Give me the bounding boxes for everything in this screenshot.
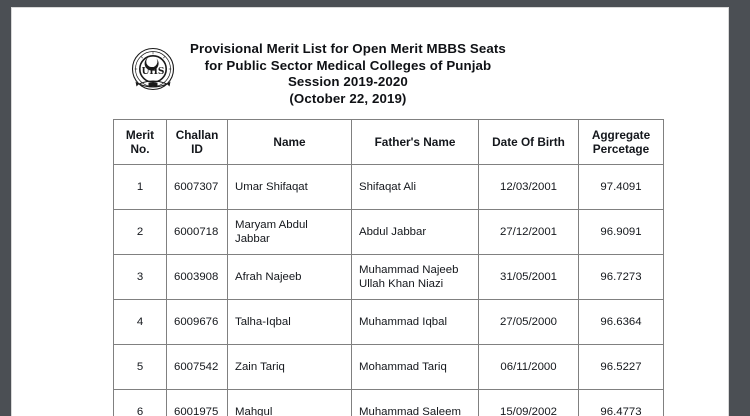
cell-merit-no: 2 bbox=[114, 210, 167, 255]
cell-merit-no: 5 bbox=[114, 345, 167, 390]
title-line-3: Session 2019-2020 bbox=[287, 74, 408, 89]
cell-challan-id: 6003908 bbox=[167, 255, 228, 300]
cell-aggregate-percentage: 96.9091 bbox=[579, 210, 664, 255]
svg-text:UHS: UHS bbox=[141, 67, 165, 77]
cell-fathers-name: Abdul Jabbar bbox=[352, 210, 479, 255]
cell-name: Talha-Iqbal bbox=[228, 300, 352, 345]
column-header-challan-id: Challan ID bbox=[167, 120, 228, 165]
cell-name: Maryam Abdul Jabbar bbox=[228, 210, 352, 255]
title-line-1: Provisional Merit List for Open Merit MBBS Seats bbox=[190, 41, 506, 56]
table-row bbox=[114, 390, 664, 416]
cell-challan-id: 6009676 bbox=[167, 300, 228, 345]
title-line-4: (October 22, 2019) bbox=[289, 90, 407, 106]
cell-name: Zain Tariq bbox=[228, 345, 352, 390]
column-header-name: Name bbox=[228, 120, 352, 165]
table-row bbox=[114, 255, 664, 300]
merit-table-body bbox=[114, 165, 664, 416]
merit-table bbox=[113, 119, 664, 416]
cell-date-of-birth: 12/03/2001 bbox=[479, 165, 579, 210]
cell-aggregate-percentage: 97.4091 bbox=[579, 165, 664, 210]
cell-aggregate-percentage: 96.6364 bbox=[579, 300, 664, 345]
table-row bbox=[114, 345, 664, 390]
cell-date-of-birth: 27/05/2000 bbox=[479, 300, 579, 345]
document-page bbox=[12, 8, 728, 416]
cell-name: Umar Shifaqat bbox=[228, 165, 352, 210]
column-header-fathers-name: Father's Name bbox=[352, 120, 479, 165]
cell-fathers-name: Muhammad Saleem bbox=[352, 390, 479, 416]
cell-date-of-birth: 27/12/2001 bbox=[479, 210, 579, 255]
table-row bbox=[114, 210, 664, 255]
university-crest-logo bbox=[130, 47, 176, 97]
cell-aggregate-percentage: 96.5227 bbox=[579, 345, 664, 390]
cell-merit-no: 1 bbox=[114, 165, 167, 210]
column-header-date-of-birth: Date Of Birth bbox=[479, 120, 579, 165]
cell-challan-id: 6007542 bbox=[167, 345, 228, 390]
table-header-row bbox=[114, 120, 664, 165]
cell-date-of-birth: 15/09/2002 bbox=[479, 390, 579, 416]
cell-name: Mahgul bbox=[228, 390, 352, 416]
document-header bbox=[12, 8, 728, 107]
merit-table-container bbox=[12, 119, 728, 416]
cell-fathers-name: Mohammad Tariq bbox=[352, 345, 479, 390]
cell-challan-id: 6007307 bbox=[167, 165, 228, 210]
table-row bbox=[114, 165, 664, 210]
table-row bbox=[114, 300, 664, 345]
cell-fathers-name: Muhammad Najeeb Ullah Khan Niazi bbox=[352, 255, 479, 300]
document-title-block bbox=[190, 41, 506, 107]
cell-name: Afrah Najeeb bbox=[228, 255, 352, 300]
cell-aggregate-percentage: 96.7273 bbox=[579, 255, 664, 300]
cell-fathers-name: Shifaqat Ali bbox=[352, 165, 479, 210]
column-header-aggregate-percentage: Aggregate Percetage bbox=[579, 120, 664, 165]
column-header-merit-no: Merit No. bbox=[114, 120, 167, 165]
title-line-2: for Public Sector Medical Colleges of Punjab bbox=[204, 57, 492, 73]
cell-fathers-name: Muhammad Iqbal bbox=[352, 300, 479, 345]
cell-aggregate-percentage: 96.4773 bbox=[579, 390, 664, 416]
cell-merit-no: 3 bbox=[114, 255, 167, 300]
cell-date-of-birth: 31/05/2001 bbox=[479, 255, 579, 300]
cell-merit-no: 4 bbox=[114, 300, 167, 345]
cell-challan-id: 6000718 bbox=[167, 210, 228, 255]
cell-challan-id: 6001975 bbox=[167, 390, 228, 416]
cell-merit-no: 6 bbox=[114, 390, 167, 416]
cell-date-of-birth: 06/11/2000 bbox=[479, 345, 579, 390]
